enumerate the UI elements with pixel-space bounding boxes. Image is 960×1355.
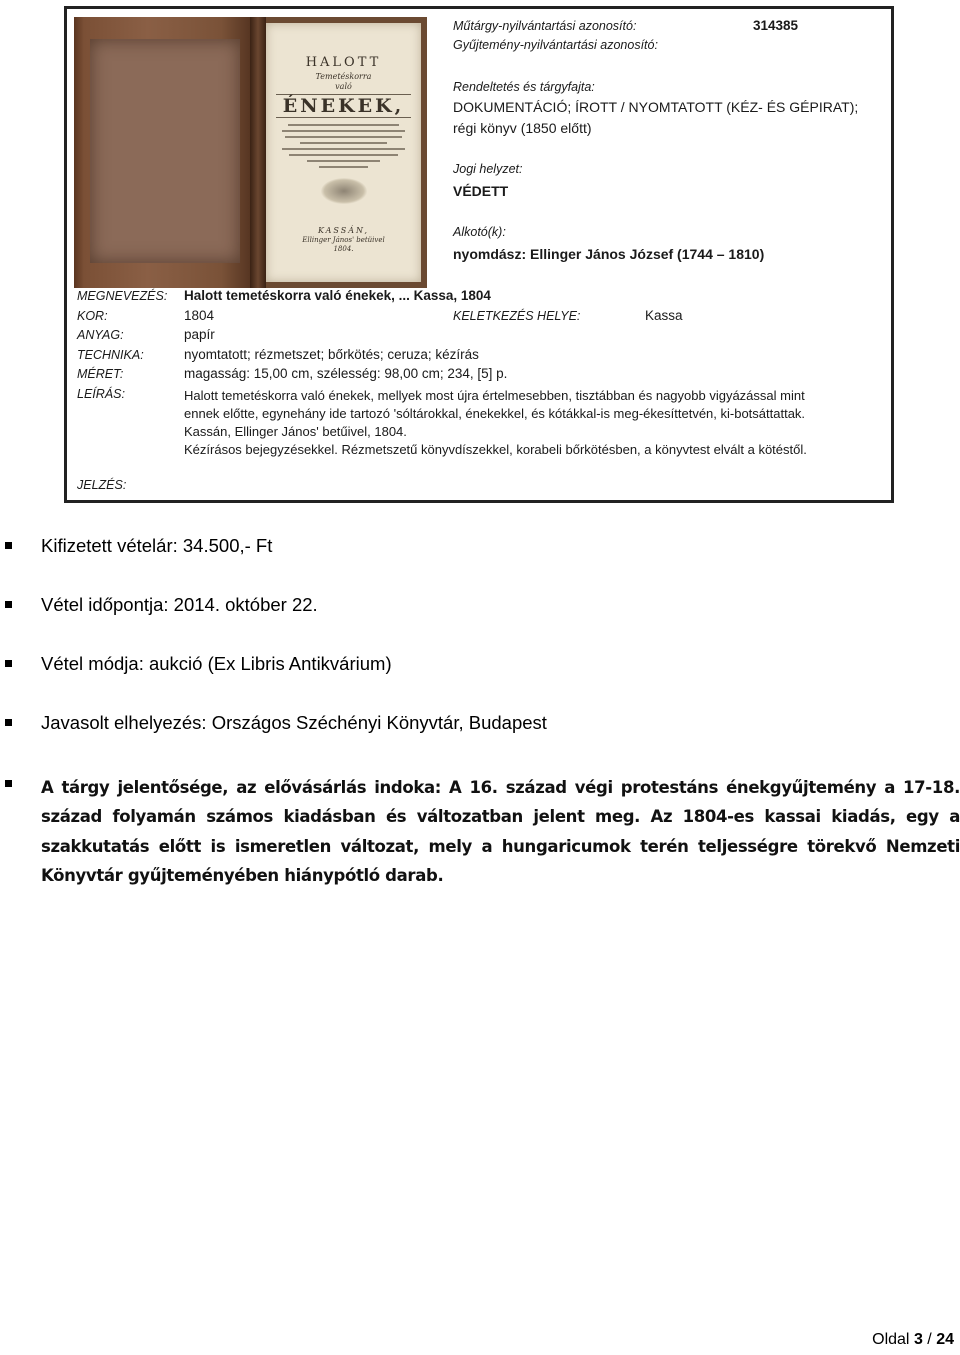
age-value: 1804 [184,308,215,323]
place-label: KELETKEZÉS HELYE: [453,309,581,323]
title-page-text-lines [282,124,405,168]
current-page: 3 [913,1331,923,1348]
leather-panel [90,39,240,263]
material-value: papír [184,327,215,342]
list-item-text: Vétel időpontja: 2014. október 22. [41,594,318,615]
material-label: ANYAG: [77,328,124,342]
vignette-engraving [321,178,367,204]
list-item-text: Kifizetett vételár: 34.500,- Ft [41,535,273,556]
description-label: LEÍRÁS: [77,387,125,401]
bullet-square-icon [5,601,12,608]
bullet-square-icon [5,542,12,549]
title-page-year: 1804. [333,245,354,253]
description-line-4: Kézírásos bejegyzésekkel. Rézmetszetű könyvdíszekkel, korabeli bőrkötésben, a könyvtest elvált a kötéstől. [184,442,807,457]
technique-label: TECHNIKA: [77,348,144,362]
legal-status-value: VÉDETT [453,183,509,199]
name-value: Halott temetéskorra való énekek, ... Kassa, 1804 [184,288,491,303]
bullet-square-icon [5,660,12,667]
bullet-square-icon [5,780,12,787]
registry-card [64,6,894,503]
age-label: KOR: [77,309,108,323]
title-page-subtitle: Temetéskorra való [315,72,372,91]
purpose-label: Rendeltetés és tárgyfajta: [453,80,595,94]
book-photo [74,17,427,288]
creator-value: nyomdász: Ellinger János József (1744 – 1810) [453,246,765,262]
creator-label: Alkotó(k): [453,225,506,239]
legal-status-label: Jogi helyzet: [453,162,523,176]
bullet-square-icon [5,719,12,726]
technique-value: nyomtatott; rézmetszet; bőrkötés; ceruza; kézírás [184,347,479,362]
purpose-value-2: régi könyv (1850 előtt) [453,120,592,136]
title-page-main-word: ÉNEKEK, [276,94,411,118]
size-value: magasság: 15,00 cm, szélesség: 98,00 cm; 234, [5] p. [184,366,508,381]
size-label: MÉRET: [77,367,124,381]
inventory-id-value: 314385 [753,18,799,33]
page-number [872,1331,954,1349]
title-page-heading: HALOTT [305,55,382,70]
description-line-2: ennek előtte, egynehány ide tartozó 'sóltárokkal, énekekkel, és kótákkal-is meg-ékesíttetvén, ki-botsáttattak. [184,406,806,421]
title-page [266,23,421,282]
total-pages: 24 [936,1331,954,1348]
book-spine [250,17,266,288]
list-item-text: Vétel módja: aukció (Ex Libris Antikvárium) [41,653,392,674]
significance-paragraph: A tárgy jelentősége, az elővásárlás indoka: A 16. század végi protestáns énekgyűjtemény a 17-18. század folyamán számos kiadásban és változatban jelent meg. Az 1804-es kassai kiadás, egy a szakkutatás előtt is ismeretlen változat, mely a hungaricumok terén teljességre törekvő Nemzeti Könyvtár gyűjteményében hiánypótló darab. [41,778,960,886]
collection-id-label: Gyűjtemény-nyilvántartási azonosító: [453,38,658,52]
list-item-text: Javasolt elhelyezés: Országos Széchényi Könyvtár, Budapest [41,712,547,733]
place-value: Kassa [645,308,683,323]
title-page-printer: Ellinger János' betüivel [302,236,385,244]
mark-label: JELZÉS: [77,478,127,492]
description-line-3: Kassán, Ellinger János' betűivel, 1804. [184,424,407,439]
title-page-place: KASSÁN, [317,226,370,235]
name-label: MEGNEVEZÉS: [77,289,168,303]
book-cover [74,17,258,288]
description-line-1: Halott temetéskorra való énekek, mellyek most újra értelmesebben, tisztábban és nagyobb vigyázással mint [184,388,805,403]
page-word: Oldal [872,1331,910,1348]
inventory-id-label: Műtárgy-nyilvántartási azonosító: [453,19,637,33]
purpose-value-1: DOKUMENTÁCIÓ; ÍROTT / NYOMTATOTT (KÉZ- ÉS GÉPIRAT); [453,99,859,115]
page-separator: / [927,1331,932,1348]
